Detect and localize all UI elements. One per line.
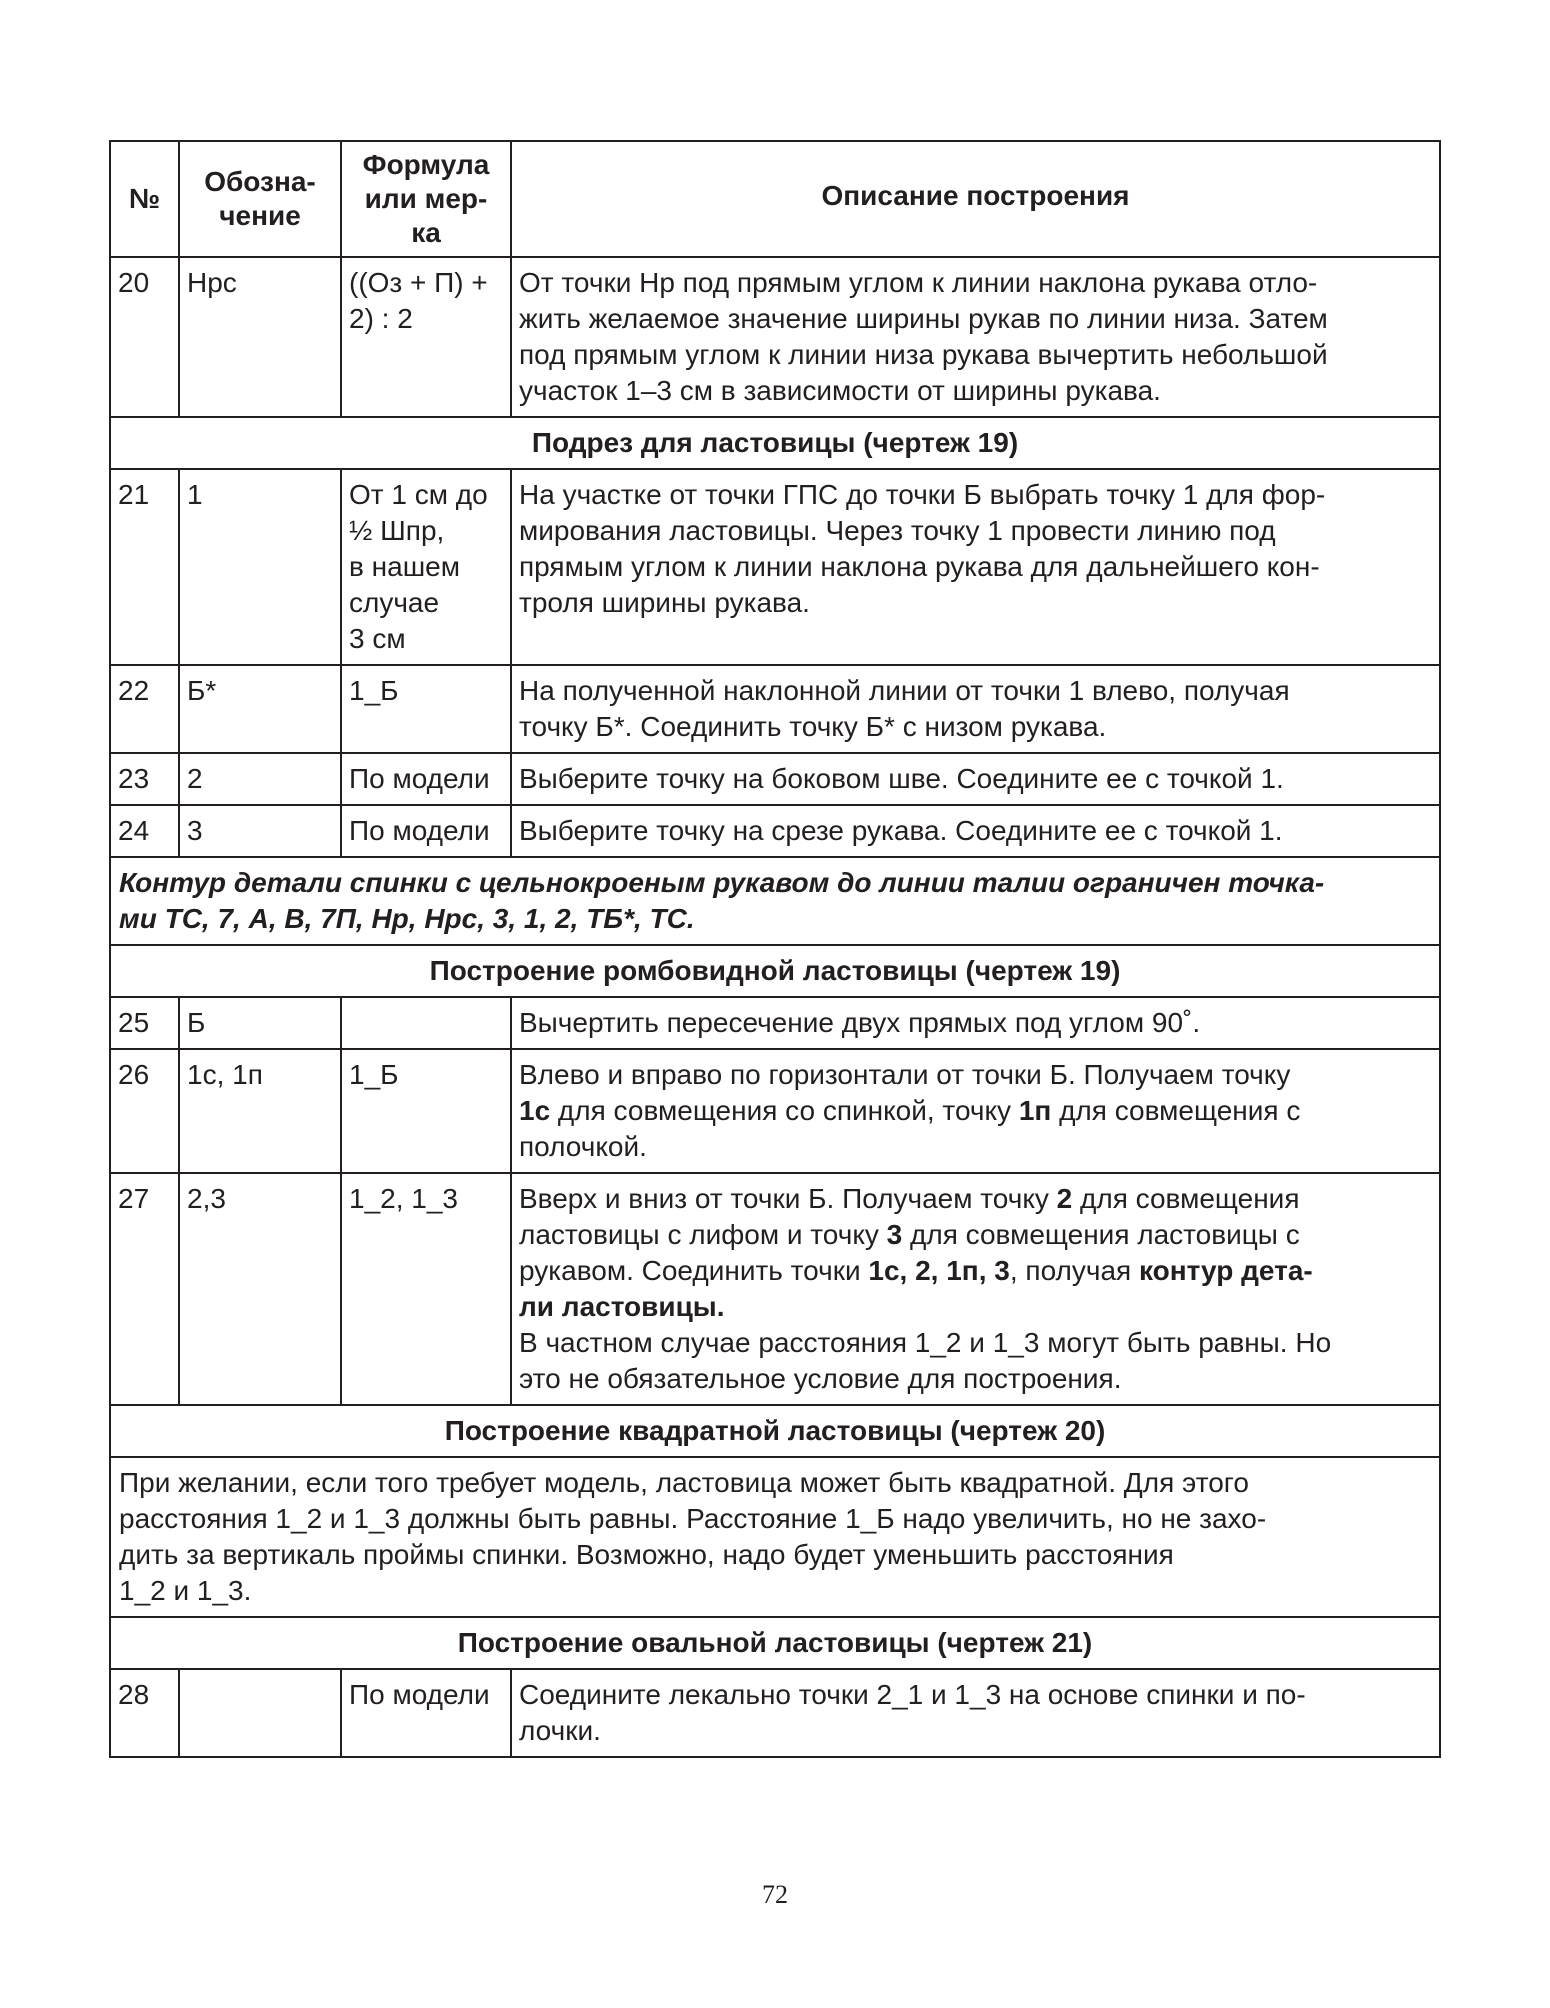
row-description: Соедините лекально точки 2_1 и 1_3 на основе спинки и по- лочки. [511,1669,1440,1757]
section-row [110,1617,1440,1669]
row-formula: 1_Б [341,1049,511,1173]
section-title: Построение овальной ластовицы (чертеж 21) [110,1617,1440,1669]
row-number: 25 [110,997,179,1049]
desc-text: для совмещения с полочкой. [519,1095,1301,1162]
row-designation: 3 [179,805,341,857]
row-designation: 2,3 [179,1173,341,1405]
header-designation: Обозна- чение [179,141,341,257]
row-description [511,1173,1440,1405]
row-description: От точки Нр под прямым углом к линии наклона рукава отло- жить желаемое значение ширины рукав по линии низа. Затем под прямым углом к линии низа рукава вычертить небольшой участок 1–3 см в зависимости от ширины рукава. [511,257,1440,417]
desc-text: Вверх и вниз от точки Б. Получаем точку [519,1183,1057,1214]
row-formula: По модели [341,753,511,805]
row-formula: ((Оз + П) + 2) : 2 [341,257,511,417]
row-description [511,1049,1440,1173]
desc-text: В частном случае расстояния 1_2 и 1_3 могут быть равны. Но это не обязательное условие для построения. [519,1327,1332,1394]
row-designation: Нрс [179,257,341,417]
table-row [110,805,1440,857]
row-designation [179,1669,341,1757]
table-row [110,753,1440,805]
row-number: 26 [110,1049,179,1173]
table-row [110,1049,1440,1173]
page-number: 72 [762,1880,788,1909]
desc-bold: 1п [1018,1095,1052,1126]
row-formula: От 1 см до ½ Шпр, в нашем случае 3 см [341,469,511,665]
row-description: Вычертить пересечение двух прямых под углом 90˚. [511,997,1440,1049]
row-formula: 1_Б [341,665,511,753]
row-number: 27 [110,1173,179,1405]
row-formula: По модели [341,1669,511,1757]
section-title: Построение ромбовидной ластовицы (чертеж 19) [110,945,1440,997]
row-formula [341,997,511,1049]
desc-text: Влево и вправо по горизонтали от точки Б. Получаем точку [519,1059,1291,1090]
table-row [110,665,1440,753]
wide-row [110,1457,1440,1617]
row-formula: По модели [341,805,511,857]
desc-bold: 1с [519,1095,551,1126]
row-designation: 1 [179,469,341,665]
desc-text: , получая [1009,1255,1139,1286]
header-number: № [110,141,179,257]
desc-bold: 1с, 2, 1п, 3 [868,1255,1010,1286]
desc-bold: 2 [1056,1183,1073,1214]
table-row [110,1173,1440,1405]
header-description: Описание построения [511,141,1440,257]
construction-table [109,140,1441,1758]
row-formula: 1_2, 1_3 [341,1173,511,1405]
desc-bold: контур дета- ли ластовицы. [519,1255,1313,1322]
row-number: 23 [110,753,179,805]
table-header [110,141,1440,257]
row-number: 24 [110,805,179,857]
desc-bold: 3 [886,1219,903,1250]
table-row [110,997,1440,1049]
table-row [110,1669,1440,1757]
section-title: Подрез для ластовицы (чертеж 19) [110,417,1440,469]
row-number: 22 [110,665,179,753]
row-designation: Б [179,997,341,1049]
row-description: Выберите точку на срезе рукава. Соедините ее с точкой 1. [511,805,1440,857]
desc-text: для совмещения ластовицы с лифом и точку [519,1183,1300,1250]
row-number: 21 [110,469,179,665]
row-designation: Б* [179,665,341,753]
row-number: 28 [110,1669,179,1757]
row-description: На полученной наклонной линии от точки 1 влево, получая точку Б*. Соединить точку Б* с низом рукава. [511,665,1440,753]
section-row [110,417,1440,469]
row-description: На участке от точки ГПС до точки Б выбрать точку 1 для фор- мирования ластовицы. Через точку 1 провести линию под прямым углом к линии наклона рукава для дальнейшего кон- троля ширины рукава. [511,469,1440,665]
row-designation: 2 [179,753,341,805]
row-number: 20 [110,257,179,417]
header-formula: Формула или мер- ка [341,141,511,257]
desc-text: для совмещения ластовицы с рукавом. Соединить точки [519,1219,1300,1286]
table-row [110,469,1440,665]
row-description: Выберите точку на боковом шве. Соедините ее с точкой 1. [511,753,1440,805]
square-gusset-text: При желании, если того требует модель, ластовица может быть квадратной. Для этого расстояния 1_2 и 1_3 должны быть равны. Расстояние 1_Б надо увеличить, но не захо- дить за вертикаль проймы спинки. Возможно, надо будет уменьшить расстояния 1_2 и 1_3. [110,1457,1440,1617]
section-row [110,1405,1440,1457]
contour-note: Контур детали спинки с цельнокроеным рукавом до линии талии ограничен точка- ми ТС, 7, А, В, 7П, Нр, Нрс, 3, 1, 2, ТБ*, ТС. [110,857,1440,945]
desc-text: для совмещения со спинкой, точку [550,1095,1019,1126]
section-row [110,945,1440,997]
note-row [110,857,1440,945]
section-title: Построение квадратной ластовицы (чертеж 20) [110,1405,1440,1457]
row-designation: 1с, 1п [179,1049,341,1173]
table-row [110,257,1440,417]
